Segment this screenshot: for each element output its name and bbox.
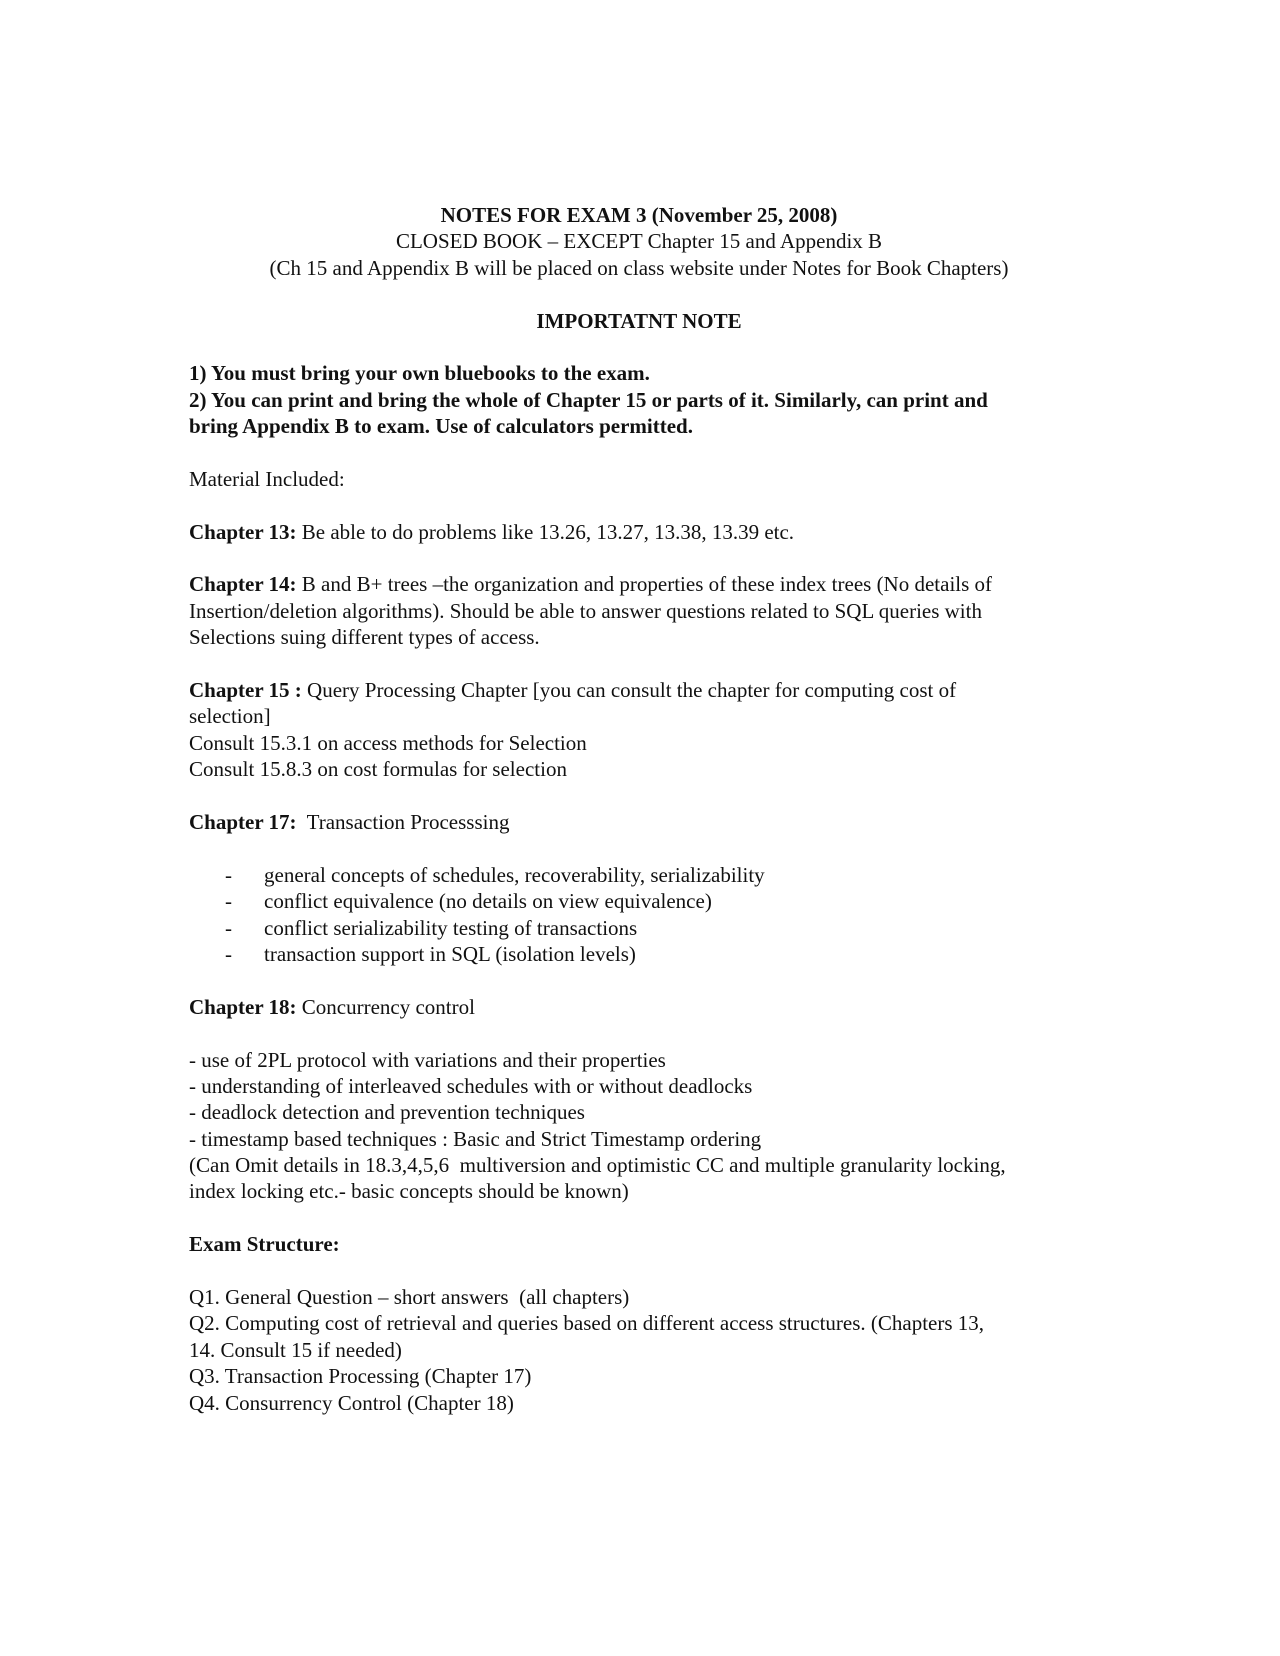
chapter-13-item: [189, 519, 1089, 545]
list-item: [189, 941, 1089, 967]
bullet-marker: -: [225, 862, 232, 887]
chapter-14-line-3: Selections suing different types of access.: [189, 625, 540, 650]
exam-line-2: Q2. Computing cost of retrieval and queries based on different access structures. (Chapters 13,: [189, 1311, 985, 1336]
bullet-marker: -: [225, 915, 232, 940]
important-line-3: bring Appendix B to exam. Use of calculators permitted.: [189, 414, 693, 439]
chapter-15-text: Query Processing Chapter [you can consult the chapter for computing cost of: [301, 678, 957, 703]
important-line-1: 1) You must bring your own bluebooks to the exam.: [189, 361, 650, 386]
list-item: [189, 915, 1089, 941]
chapter-14-line-2: Insertion/deletion algorithms). Should be able to answer questions related to SQL queries with: [189, 598, 982, 623]
document-subtitle: CLOSED BOOK – EXCEPT Chapter 15 and Appendix B: [395, 229, 883, 254]
bullet-text: general concepts of schedules, recoverability, serializability: [264, 862, 765, 887]
exam-line-4: Q3. Transaction Processing (Chapter 17): [189, 1364, 532, 1389]
document-page: [189, 202, 1089, 1416]
important-heading: IMPORTATNT NOTE: [536, 308, 742, 333]
chapter-15-line-3: Consult 15.3.1 on access methods for Selection: [189, 730, 587, 755]
chapter-15-item: [189, 677, 1089, 703]
chapter-18-text: Concurrency control: [296, 994, 475, 1019]
chapter-13-label: Chapter 13:: [189, 519, 297, 544]
exam-line-5: Q4. Consurrency Control (Chapter 18): [189, 1390, 514, 1415]
chapter-15-line-2: selection]: [189, 704, 271, 729]
bullet-text: conflict serializability testing of transactions: [264, 915, 638, 940]
document-title: NOTES FOR EXAM 3 (November 25, 2008): [440, 203, 838, 227]
material-intro: Material Included:: [189, 466, 345, 491]
chapter-17-text: Transaction Processsing: [296, 809, 510, 834]
bullet-text: transaction support in SQL (isolation levels): [264, 941, 636, 966]
chapter-18-line-1: - use of 2PL protocol with variations and their properties: [189, 1047, 666, 1072]
exam-structure-heading: Exam Structure:: [189, 1232, 340, 1257]
chapter-17-label: Chapter 17:: [189, 809, 297, 834]
bullet-marker: -: [225, 889, 232, 914]
document-note: (Ch 15 and Appendix B will be placed on class website under Notes for Book Chapters): [269, 255, 1009, 280]
bullet-marker: -: [225, 941, 232, 966]
chapter-17-item: [189, 809, 1089, 835]
chapter-18-line-5: (Can Omit details in 18.3,4,5,6 multiversion and optimistic CC and multiple granularity locking,: [189, 1153, 1006, 1178]
chapter-18-line-3: - deadlock detection and prevention techniques: [189, 1100, 585, 1125]
chapter-18-line-4: - timestamp based techniques : Basic and Strict Timestamp ordering: [189, 1126, 762, 1151]
list-item: [189, 888, 1089, 914]
bullet-text: conflict equivalence (no details on view equivalence): [264, 889, 712, 914]
chapter-15-line-4: Consult 15.8.3 on cost formulas for selection: [189, 757, 567, 782]
chapter-18-line-6: index locking etc.- basic concepts should be known): [189, 1179, 629, 1204]
chapter-14-label: Chapter 14:: [189, 572, 297, 597]
chapter-18-item: [189, 994, 1089, 1020]
important-line-2: 2) You can print and bring the whole of Chapter 15 or parts of it. Similarly, can print and: [189, 387, 988, 412]
chapter-18-line-2: - understanding of interleaved schedules with or without deadlocks: [189, 1073, 753, 1098]
chapter-13-text: Be able to do problems like 13.26, 13.27, 13.38, 13.39 etc.: [296, 519, 795, 544]
exam-line-3: 14. Consult 15 if needed): [189, 1337, 402, 1362]
exam-line-1: Q1. General Question – short answers (all chapters): [189, 1285, 630, 1310]
chapter-14-text: B and B+ trees –the organization and properties of these index trees (No details of: [296, 572, 993, 597]
chapter-15-label: Chapter 15 :: [189, 678, 302, 703]
chapter-18-label: Chapter 18:: [189, 994, 297, 1019]
list-item: [189, 862, 1089, 888]
chapter-14-item: [189, 571, 1089, 597]
